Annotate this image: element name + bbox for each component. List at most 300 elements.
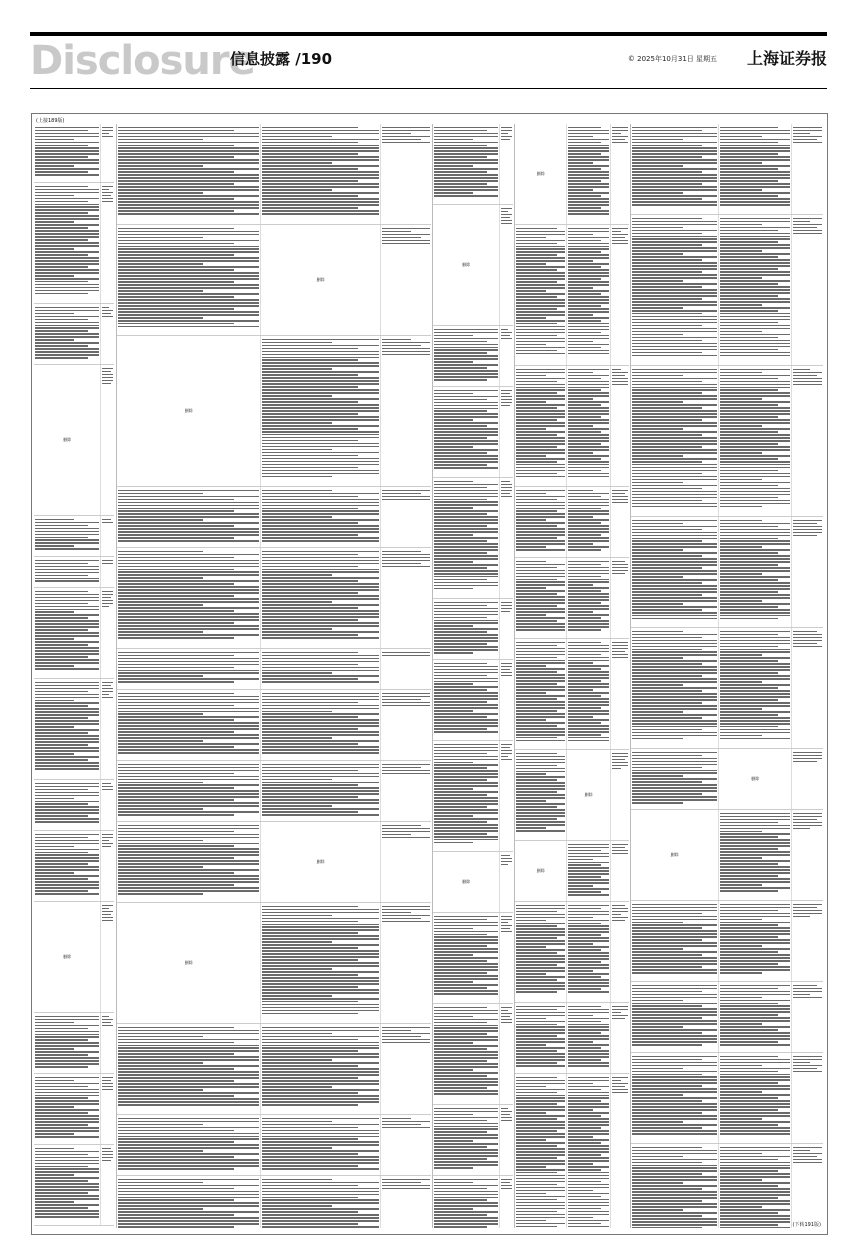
text-line xyxy=(434,836,498,837)
text-line xyxy=(632,174,717,175)
text-line xyxy=(632,165,683,166)
text-line xyxy=(720,663,790,664)
text-line xyxy=(632,775,683,776)
text-line xyxy=(632,503,717,504)
text-line xyxy=(793,221,810,222)
text-line xyxy=(632,910,717,911)
text-line xyxy=(434,756,498,757)
text-line xyxy=(632,452,717,453)
table-cell xyxy=(381,336,431,486)
text-line xyxy=(118,796,259,797)
text-line xyxy=(262,1086,332,1087)
text-line xyxy=(118,776,259,777)
text-line xyxy=(434,764,498,765)
text-line xyxy=(434,516,498,517)
text-line xyxy=(35,685,99,686)
text-line xyxy=(568,142,601,143)
text-line xyxy=(262,1214,378,1215)
text-line xyxy=(516,1080,565,1081)
text-line xyxy=(632,1014,717,1015)
text-line xyxy=(118,311,259,312)
text-line xyxy=(434,821,487,822)
text-line xyxy=(632,1179,717,1180)
text-line xyxy=(262,574,332,575)
text-line xyxy=(612,499,628,500)
text-line xyxy=(118,779,259,780)
text-line xyxy=(720,1133,790,1134)
text-line xyxy=(516,284,565,285)
text-line xyxy=(434,467,498,468)
text-line xyxy=(434,704,498,705)
text-line xyxy=(720,851,790,852)
text-line xyxy=(632,1159,717,1160)
text-line xyxy=(720,319,790,320)
text-line xyxy=(516,731,565,732)
text-line xyxy=(720,473,790,474)
table-row xyxy=(631,982,823,1053)
table-cell xyxy=(515,750,567,840)
text-line xyxy=(720,1041,777,1042)
deleted-mark: 删除 xyxy=(63,954,72,959)
text-line xyxy=(568,1041,592,1042)
text-line xyxy=(632,969,717,970)
text-line xyxy=(118,254,234,255)
text-line xyxy=(118,198,234,199)
text-line xyxy=(568,882,608,883)
text-line xyxy=(434,963,498,964)
text-line xyxy=(118,743,259,744)
text-line xyxy=(35,204,99,205)
text-line xyxy=(568,174,608,175)
text-line xyxy=(382,921,430,922)
text-line xyxy=(434,815,473,816)
table-cell xyxy=(792,749,823,809)
text-line xyxy=(632,236,717,237)
text-line xyxy=(434,728,487,729)
text-line xyxy=(516,1196,565,1197)
text-line xyxy=(632,233,702,234)
text-line xyxy=(720,963,777,964)
text-line xyxy=(35,741,99,742)
text-line xyxy=(568,1056,608,1057)
text-line xyxy=(382,557,430,558)
text-line xyxy=(434,1137,498,1138)
text-line xyxy=(434,546,498,547)
text-line xyxy=(35,345,88,346)
text-line xyxy=(720,702,790,703)
text-line xyxy=(568,473,608,474)
text-line xyxy=(568,1211,608,1212)
text-line xyxy=(793,136,822,137)
table-row xyxy=(631,215,823,366)
text-line xyxy=(612,1080,622,1081)
text-line xyxy=(720,136,762,137)
text-line xyxy=(568,338,608,339)
text-line xyxy=(118,1047,259,1048)
table-cell xyxy=(381,124,431,224)
text-line xyxy=(118,231,259,232)
text-line xyxy=(720,887,790,888)
text-line xyxy=(102,522,113,523)
text-line xyxy=(568,914,608,915)
text-line xyxy=(434,576,498,577)
text-line xyxy=(612,228,628,229)
text-line xyxy=(262,782,378,783)
text-line xyxy=(793,910,822,911)
text-line xyxy=(720,233,790,234)
text-line xyxy=(720,726,777,727)
text-line xyxy=(516,1178,565,1179)
text-line xyxy=(516,395,565,396)
text-line xyxy=(568,329,608,330)
text-line xyxy=(262,213,378,214)
text-line xyxy=(382,493,422,494)
text-line xyxy=(516,369,565,370)
text-line xyxy=(720,576,790,577)
text-line xyxy=(434,393,473,394)
text-line xyxy=(102,834,113,835)
table-cell xyxy=(515,366,567,486)
text-line xyxy=(632,325,702,326)
text-line xyxy=(720,479,762,480)
text-line xyxy=(118,510,234,511)
text-line xyxy=(118,1042,234,1043)
text-line xyxy=(35,732,88,733)
text-line xyxy=(262,1217,378,1218)
text-line xyxy=(118,664,259,665)
text-line xyxy=(720,549,790,550)
text-line xyxy=(118,1168,234,1169)
text-line xyxy=(35,759,88,760)
text-line xyxy=(102,694,108,695)
text-line xyxy=(118,843,259,844)
text-line xyxy=(118,186,259,187)
text-line xyxy=(720,413,790,414)
text-line xyxy=(35,638,74,639)
text-line xyxy=(632,729,702,730)
text-line xyxy=(516,332,565,333)
text-line xyxy=(262,1208,378,1209)
table-cell xyxy=(117,1024,261,1114)
text-line xyxy=(35,762,99,763)
text-line xyxy=(632,395,717,396)
text-line xyxy=(434,681,498,682)
text-line xyxy=(262,198,378,199)
text-line xyxy=(434,750,498,751)
text-line xyxy=(516,1190,565,1191)
text-line xyxy=(632,1212,717,1213)
text-line xyxy=(516,1083,565,1084)
text-line xyxy=(612,853,628,854)
text-line xyxy=(434,136,498,137)
text-line xyxy=(118,1156,234,1157)
text-line xyxy=(720,561,790,562)
text-line xyxy=(632,919,717,920)
text-line xyxy=(118,566,259,567)
text-line xyxy=(118,183,234,184)
text-line xyxy=(501,608,512,609)
text-line xyxy=(118,805,259,806)
text-line xyxy=(516,278,565,279)
text-line xyxy=(35,1092,99,1093)
text-line xyxy=(632,316,717,317)
text-line xyxy=(118,837,259,838)
text-line xyxy=(118,320,259,321)
text-line xyxy=(612,139,625,140)
text-line xyxy=(118,737,259,738)
text-line xyxy=(568,593,608,594)
text-line xyxy=(568,387,608,388)
text-line xyxy=(262,675,378,676)
table-row xyxy=(631,1144,823,1228)
table-cell xyxy=(117,1176,261,1228)
text-line xyxy=(568,440,608,441)
text-line xyxy=(516,725,557,726)
text-line xyxy=(632,340,702,341)
text-line xyxy=(102,316,113,317)
text-line xyxy=(516,416,565,417)
text-line xyxy=(632,552,717,553)
text-line xyxy=(632,142,717,143)
text-line xyxy=(434,458,498,459)
text-line xyxy=(434,1226,487,1227)
text-line xyxy=(720,369,790,370)
text-line xyxy=(720,1224,777,1225)
text-line xyxy=(516,1035,557,1036)
text-line xyxy=(632,204,717,205)
text-line xyxy=(262,799,378,800)
text-line xyxy=(118,749,259,750)
text-line xyxy=(720,723,790,724)
text-line xyxy=(501,393,510,394)
text-line xyxy=(632,147,717,148)
text-line xyxy=(262,1047,378,1048)
text-line xyxy=(632,1026,683,1027)
text-line xyxy=(632,1200,702,1201)
text-line xyxy=(35,1080,74,1081)
text-line xyxy=(793,127,822,128)
text-line xyxy=(720,954,790,955)
text-line xyxy=(434,936,498,937)
text-line xyxy=(35,1148,74,1149)
text-line xyxy=(35,528,99,529)
text-line xyxy=(568,617,601,618)
text-line xyxy=(262,719,378,720)
text-line xyxy=(516,579,557,580)
text-line xyxy=(632,301,717,302)
text-line xyxy=(632,520,717,521)
text-line xyxy=(720,714,777,715)
text-line xyxy=(720,819,790,820)
text-line xyxy=(262,464,378,465)
text-line xyxy=(568,561,608,562)
text-line xyxy=(262,935,378,936)
text-line xyxy=(35,1115,99,1116)
text-line xyxy=(632,337,717,338)
text-line xyxy=(720,395,790,396)
text-line xyxy=(568,1100,601,1101)
text-line xyxy=(434,501,498,502)
text-line xyxy=(568,1006,601,1007)
text-line xyxy=(720,139,790,140)
text-line xyxy=(516,937,557,938)
text-line xyxy=(632,738,683,739)
text-line xyxy=(262,566,357,567)
text-line xyxy=(35,818,99,819)
text-line xyxy=(720,606,777,607)
text-line xyxy=(118,699,259,700)
text-line xyxy=(720,198,790,199)
text-line xyxy=(632,643,717,644)
text-line xyxy=(568,581,608,582)
text-line xyxy=(568,645,608,646)
text-line xyxy=(568,584,592,585)
text-line xyxy=(35,1154,88,1155)
text-line xyxy=(35,863,88,864)
text-line xyxy=(793,813,822,814)
text-line xyxy=(35,846,74,847)
text-line xyxy=(35,668,99,669)
text-line xyxy=(35,1077,99,1078)
text-line xyxy=(632,156,702,157)
text-line xyxy=(262,1162,378,1163)
text-line xyxy=(434,558,498,559)
text-line xyxy=(720,130,790,131)
text-line xyxy=(568,201,608,202)
table-row xyxy=(433,1176,513,1228)
text-line xyxy=(568,493,608,494)
text-line xyxy=(102,1080,111,1081)
text-line xyxy=(793,381,822,382)
table-cell xyxy=(631,1053,719,1143)
text-line xyxy=(516,648,565,649)
text-line xyxy=(720,1185,777,1186)
text-line xyxy=(516,645,557,646)
text-line xyxy=(568,940,608,941)
text-line xyxy=(793,985,817,986)
text-line xyxy=(720,183,790,184)
text-line xyxy=(516,683,557,684)
text-line xyxy=(262,992,378,993)
text-line xyxy=(516,791,557,792)
text-line xyxy=(516,818,557,819)
text-line xyxy=(516,788,565,789)
text-line xyxy=(516,546,546,547)
table-cell xyxy=(101,831,114,901)
text-line xyxy=(118,168,259,169)
text-line xyxy=(118,308,234,309)
text-line xyxy=(434,957,498,958)
text-line xyxy=(516,384,565,385)
text-line xyxy=(102,192,113,193)
text-line xyxy=(434,1128,498,1129)
text-line xyxy=(262,449,332,450)
text-line xyxy=(434,1223,498,1224)
table-cell xyxy=(515,639,567,749)
text-line xyxy=(720,1156,790,1157)
text-line xyxy=(720,500,790,501)
text-line xyxy=(35,1109,99,1110)
text-line xyxy=(35,525,88,526)
text-line xyxy=(632,1197,717,1198)
text-line xyxy=(632,752,717,753)
text-line xyxy=(793,375,817,376)
text-line xyxy=(568,1205,608,1206)
table-row xyxy=(631,1053,823,1144)
text-line xyxy=(434,1022,487,1023)
table-cell xyxy=(631,982,719,1052)
table-cell xyxy=(433,852,500,912)
text-line xyxy=(262,510,378,511)
text-line xyxy=(434,1185,498,1186)
text-line xyxy=(516,347,565,348)
text-line xyxy=(720,916,790,917)
text-line xyxy=(35,849,99,850)
text-line xyxy=(118,1211,259,1212)
text-line xyxy=(720,1044,790,1045)
table-cell xyxy=(34,831,101,901)
text-line xyxy=(568,139,608,140)
text-line xyxy=(262,1118,378,1119)
text-line xyxy=(632,292,717,293)
text-line xyxy=(720,310,777,311)
text-line xyxy=(434,1179,498,1180)
text-line xyxy=(720,259,790,260)
text-line xyxy=(118,1130,234,1131)
text-line xyxy=(434,585,498,586)
text-line xyxy=(262,950,378,951)
text-line xyxy=(568,888,608,889)
text-line xyxy=(632,247,717,248)
text-line xyxy=(568,934,601,935)
table-cell xyxy=(500,205,513,325)
text-line xyxy=(434,364,498,365)
text-line xyxy=(632,720,717,721)
text-line xyxy=(516,596,565,597)
text-line xyxy=(262,368,332,369)
text-line xyxy=(720,828,790,829)
text-line xyxy=(568,943,592,944)
text-line xyxy=(720,839,790,840)
text-line xyxy=(35,635,99,636)
table-cell xyxy=(101,1074,114,1144)
text-line xyxy=(102,1077,113,1078)
text-line xyxy=(632,286,702,287)
text-line xyxy=(434,1060,487,1061)
text-line xyxy=(568,401,608,402)
text-line xyxy=(35,765,99,766)
text-line xyxy=(35,812,99,813)
text-line xyxy=(612,1015,628,1016)
text-line xyxy=(434,984,498,985)
table-cell xyxy=(515,1003,567,1073)
text-line xyxy=(720,419,790,420)
table-cell xyxy=(261,690,380,760)
text-line xyxy=(262,1098,378,1099)
text-line xyxy=(632,778,717,779)
text-line xyxy=(568,130,608,131)
table-cell xyxy=(261,1176,380,1228)
text-line xyxy=(262,918,378,919)
text-line xyxy=(262,473,378,474)
text-line xyxy=(262,145,378,146)
text-line xyxy=(434,507,473,508)
text-line xyxy=(720,933,790,934)
text-line xyxy=(118,1127,259,1128)
text-line xyxy=(262,1010,378,1011)
text-line xyxy=(118,1036,203,1037)
text-line xyxy=(434,608,498,609)
